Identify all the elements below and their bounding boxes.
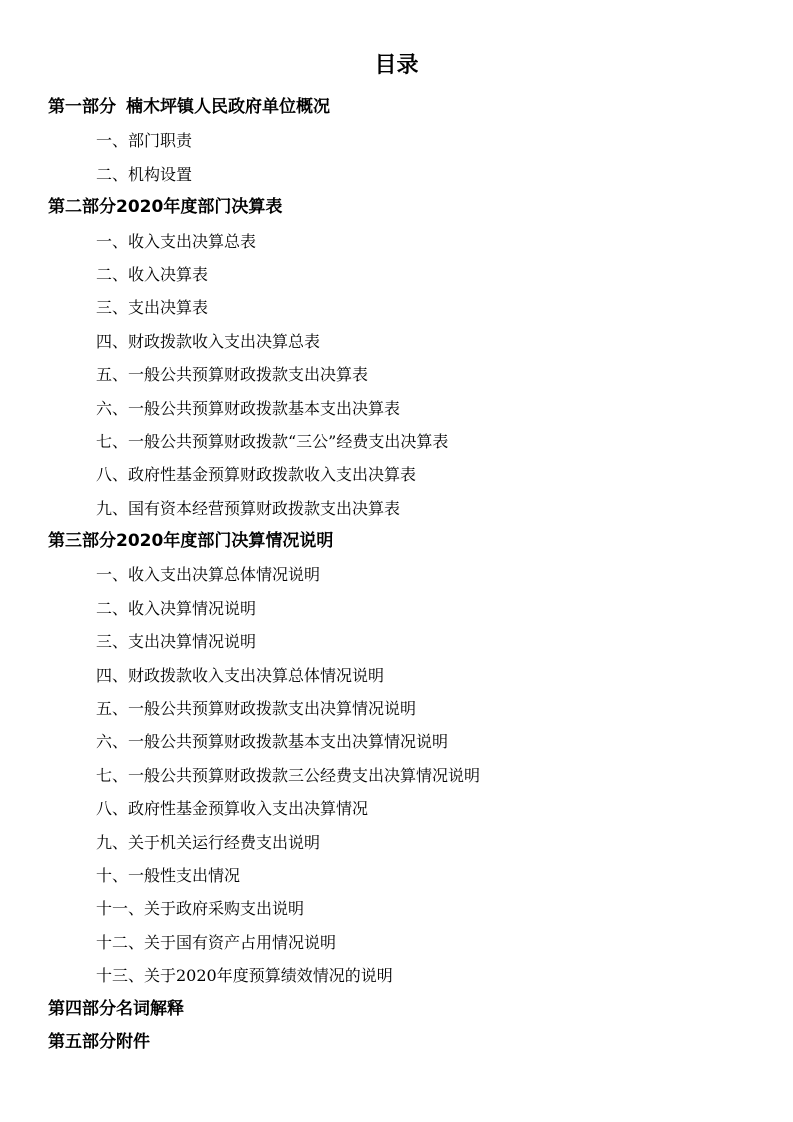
- toc-item-3-10[interactable]: 十、一般性支出情况: [96, 865, 241, 885]
- toc-item-2-7[interactable]: 七、一般公共预算财政拨款“三公”经费支出决算表: [96, 431, 449, 451]
- toc-item-1-1[interactable]: 一、部门职责: [96, 131, 193, 151]
- toc-item-2-6[interactable]: 六、一般公共预算财政拨款基本支出决算表: [96, 398, 401, 418]
- toc-part-3[interactable]: 第三部分2020年度部门决算情况说明: [48, 531, 334, 552]
- toc-item-3-12[interactable]: 十二、关于国有资产占用情况说明: [96, 932, 337, 952]
- toc-item-3-2[interactable]: 二、收入决算情况说明: [96, 598, 257, 618]
- toc-item-3-13[interactable]: 十三、关于2020年度预算绩效情况的说明: [96, 966, 393, 986]
- toc-item-2-4[interactable]: 四、财政拨款收入支出决算总表: [96, 331, 321, 351]
- toc-item-3-11[interactable]: 十一、关于政府采购支出说明: [96, 899, 305, 919]
- toc-item-3-5[interactable]: 五、一般公共预算财政拨款支出决算情况说明: [96, 699, 417, 719]
- toc-item-2-9[interactable]: 九、国有资本经营预算财政拨款支出决算表: [96, 498, 401, 518]
- toc-part-1[interactable]: [0, 91, 793, 124]
- toc-item-2-3[interactable]: 三、支出决算表: [96, 298, 209, 318]
- toc-part-1-label: 第一部分: [48, 97, 116, 117]
- toc-item-2-1[interactable]: 一、收入支出决算总表: [96, 231, 257, 251]
- toc-part-1-title: 楠木坪镇人民政府单位概况: [126, 97, 330, 117]
- toc-item-2-2[interactable]: 二、收入决算表: [96, 264, 209, 284]
- toc-item-3-3[interactable]: 三、支出决算情况说明: [96, 632, 257, 652]
- toc-part-4[interactable]: 第四部分名词解释: [48, 998, 184, 1019]
- toc-item-3-7[interactable]: 七、一般公共预算财政拨款三公经费支出决算情况说明: [96, 765, 481, 785]
- table-of-contents: [0, 91, 793, 1059]
- toc-part-2[interactable]: 第二部分2020年度部门决算表: [48, 197, 283, 218]
- toc-item-2-5[interactable]: 五、一般公共预算财政拨款支出决算表: [96, 365, 369, 385]
- toc-item-2-8[interactable]: 八、政府性基金预算财政拨款收入支出决算表: [96, 465, 417, 485]
- toc-item-3-6[interactable]: 六、一般公共预算财政拨款基本支出决算情况说明: [96, 732, 449, 752]
- document-title: 目录: [374, 53, 419, 78]
- toc-part-5[interactable]: 第五部分附件: [48, 1031, 150, 1052]
- toc-item-3-9[interactable]: 九、关于机关运行经费支出说明: [96, 832, 321, 852]
- toc-item-3-8[interactable]: 八、政府性基金预算收入支出决算情况: [96, 799, 369, 819]
- toc-item-3-4[interactable]: 四、财政拨款收入支出决算总体情况说明: [96, 665, 385, 685]
- toc-item-3-1[interactable]: 一、收入支出决算总体情况说明: [96, 565, 321, 585]
- toc-item-1-2[interactable]: 二、机构设置: [96, 164, 193, 184]
